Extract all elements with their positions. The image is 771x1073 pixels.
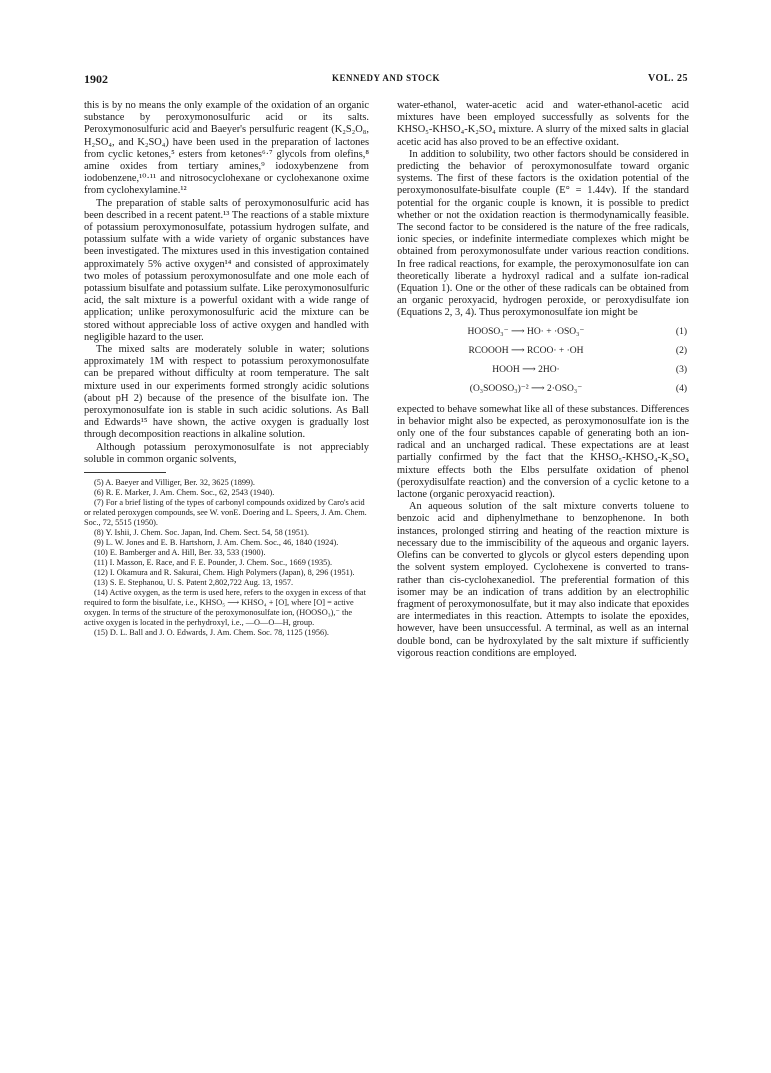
paragraph: expected to behave somewhat like all of these substances. Differences in behavior might also be expected, as peroxymonosulfate ion is the only one of the four substances capable of generating both an ion-radical and an uncharged radical. These expectations are at least partially confirmed by the fact that the KHSO₅-KHSO₄-K₂SO₄ mixture effects both the Elbs persulfate oxidation of phenol (peroxydisulfate reaction) and the conversion of a cyclic ketone to a lactone (organic peroxyacid reaction). <box>397 403 689 501</box>
paragraph: Although potassium peroxymonosulfate is not appreciably soluble in common organic solvents, <box>84 441 369 465</box>
footnote: (10) E. Bamberger and A. Hill, Ber. 33, 533 (1900). <box>94 548 266 558</box>
equation-text: HOOH ⟶ 2HO· <box>492 364 560 375</box>
footnote: (6) R. E. Marker, J. Am. Chem. Soc., 62, 2543 (1940). <box>94 488 275 498</box>
paragraph: water-ethanol, water-acetic acid and water-ethanol-acetic acid mixtures have been employed successfully as solvents for the KHSO₅-KHSO₄-K₂SO₄ mixture. A slurry of the mixed salts in glacial acetic acid has also proved to be an effective oxidant. <box>397 100 689 148</box>
footnote: (15) D. L. Ball and J. O. Edwards, J. Am. Chem. Soc. 78, 1125 (1956). <box>94 628 329 638</box>
left-column <box>84 100 369 638</box>
footnote: (9) L. W. Jones and E. B. Hartshorn, J. Am. Chem. Soc., 46, 1840 (1924). <box>94 538 339 548</box>
paragraph: The mixed salts are moderately soluble in water; solutions approximately 1M with respect to potassium peroxymonosulfate can be prepared without difficulty at room temperature. The salt mixture used in our experiments formed strongly acidic solutions (about pH 2) because of the presence of the bisulfate ion. The peroxymonosulfate ion is stable in such acidic solutions. As Ball and Edwards¹⁵ have shown, the active oxygen is gradually lost through decomposition reactions in alkaline solution. <box>84 344 369 441</box>
equation-number: (1) <box>675 326 687 337</box>
equation-3 <box>397 361 689 380</box>
paragraph: An aqueous solution of the salt mixture converts toluene to benzoic acid and diphenylmethane to benzophenone. In both instances, prolonged stirring and heating of the reaction mixture is necessary due to the immiscibility of the aqueous and organic layers. Olefins can be converted to glycols or glycol esters depending upon the solvent system employed. Cyclohexene is converted to trans- rather than cis-cyclohexanediol. The preferential formation of this isomer may be an indication of trans addition by an electrophilic fragment of peroxymonosulfate, but it may also indicate that epoxides are intermediates in this reaction. Attempts to isolate the epoxides, however, have been unsuccessful. A terminal, as well as an internal double bond, can be hydroxylated by the salt mixture if sufficiently vigorous reaction conditions are employed. <box>397 501 689 659</box>
page-number: 1902 <box>84 72 108 86</box>
footnote: (8) Y. Ishii, J. Chem. Soc. Japan, Ind. Chem. Sect. 54, 58 (1951). <box>94 528 310 538</box>
paragraph: this is by no means the only example of the oxidation of an organic substance by peroxymonosulfuric acid or its salts. Peroxymonosulfuric acid and Baeyer's persulfuric reagent (K₂S₂O₈, H₂SO₄, and K₂SO₄) have been used in the preparation of lactones from cyclic ketones,⁵ esters from ketones⁶·⁷ glycols from olefins,⁸ amine oxides from tertiary amines,⁹ iodoxybenzene from iodobenzene,¹⁰·¹¹ and nitrosocyclohexane or cyclohexanone oxime from cyclohexylamine.¹² <box>84 100 369 197</box>
equation-text: HOOSO₃⁻ ⟶ HO· + ·OSO₃⁻ <box>467 326 585 337</box>
footnote: (5) A. Baeyer and Villiger, Ber. 32, 3625 (1899). <box>94 478 256 488</box>
running-head: KENNEDY AND STOCK <box>331 73 441 83</box>
volume-label: VOL. 25 <box>648 73 688 84</box>
footnote: (13) S. E. Stephanou, U. S. Patent 2,802,722 Aug. 13, 1957. <box>94 578 294 588</box>
equation-1 <box>397 323 689 342</box>
paragraph: The preparation of stable salts of peroxymonosulfuric acid has been described in a recent patent.¹³ The reactions of a stable mixture of potassium peroxymonosulfate, potassium hydrogen sulfate, and potassium sulfate with a wide variety of organic substances have been investigated. The mixtures used in this investigation contained approximately 5% active oxygen¹⁴ and consisted of approximately two moles of potassium peroxymonosulfate and one mole each of potassium bisulfate and potassium sulfate. Like peroxymonosulfuric acid, the salt mixture is a powerful oxidant with a wide range of application; unlike peroxymonosulfuric acid the mixture can be stored without appreciable loss of active oxygen and handled with negligible hazard to the user. <box>84 197 369 343</box>
paragraph: In addition to solubility, two other factors should be considered in predicting the behavior of peroxymonosulfate toward organic systems. The first of these factors is the oxidation potential of the peroxymonosulfate-bisulfate couple (E° = 1.44v). If the standard potential for the organic couple is known, it is possible to predict whether or not the oxidation reaction is thermodynamically feasible. The second factor to be considered is the nature of the free radicals, ionic species, or indefinite intermediate complexes which might be obtained from peroxymonosulfate under various reaction conditions. In free radical reactions, for example, the peroxymonosulfate ion can theoretically liberate a hydroxyl radical and a sulfate ion-radical (Equation 1). One or the other of these radicals can be obtained from an organic peroxyacid, hydrogen peroxide, or peroxydisulfate ion (Equations 2, 3, 4). Thus peroxymonosulfate ion might be <box>397 148 689 319</box>
footnote-rule <box>84 472 166 473</box>
equation-number: (3) <box>675 364 687 375</box>
page-header <box>84 72 688 88</box>
right-column <box>397 100 689 660</box>
footnotes <box>84 478 369 638</box>
equation-4 <box>397 380 689 399</box>
equation-2 <box>397 342 689 361</box>
equation-number: (2) <box>675 345 687 356</box>
footnote: (11) I. Masson, E. Race, and F. E. Pounder, J. Chem. Soc., 1669 (1935). <box>94 558 333 568</box>
equation-text: RCOOOH ⟶ RCOO· + ·OH <box>468 345 584 356</box>
equations <box>397 323 689 399</box>
equation-number: (4) <box>675 383 687 394</box>
footnote: (12) I. Okamura and R. Sakurai, Chem. High Polymers (Japan), 8, 296 (1951). <box>94 568 355 578</box>
footnote: (7) For a brief listing of the types of carbonyl compounds oxidized by Caro's acid or related peroxygen compounds, see W. vonE. Doering and L. Speers, J. Am. Chem. Soc., 72, 5515 (1950). <box>84 498 367 528</box>
footnote: (14) Active oxygen, as the term is used here, refers to the oxygen in excess of that required to form the bisulfate, i.e., KHSO₅ ⟶ KHSO₄ + [O], where [O] = active oxygen. In terms of the structure of the peroxymonosulfate ion, (HOOSO₃),⁻ the active oxygen is located in the perhydroxyl, i.e., —O—O—H, group. <box>84 588 366 628</box>
equation-text: (O₃SOOSO₃)⁻² ⟶ 2·OSO₃⁻ <box>469 383 583 394</box>
